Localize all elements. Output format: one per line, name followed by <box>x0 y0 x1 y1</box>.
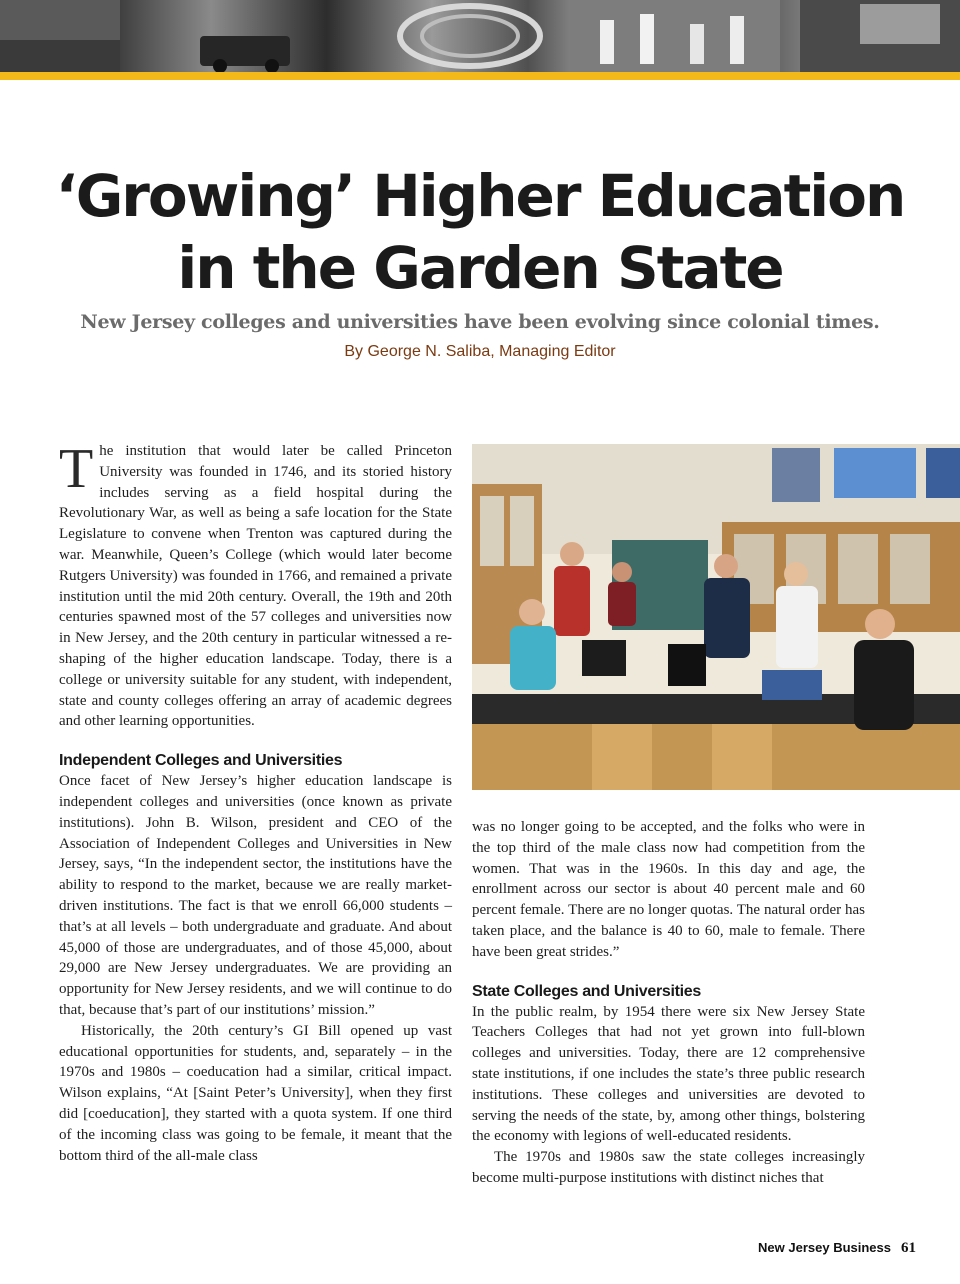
magazine-name: New Jersey Business <box>758 1240 891 1255</box>
article-byline: By George N. Saliba, Managing Editor <box>344 343 616 360</box>
article-title <box>40 160 920 304</box>
body-paragraph: Historically, the 20th century’s GI Bill opened up vast educational opportunities for students, and, separately – in the 1970s and 1980s – coeducation had a similar, critical impact. Wilson explains, “At [Saint Peter’s University], when they first did [coeducation], they started with a quota system. If one third of the incoming class was going to be female, it meant that the bottom third of the all-male class <box>59 1022 452 1164</box>
body-paragraph: The 1970s and 1980s saw the state colleges increasingly become multi-purpose institutions with distinct niches that <box>472 1149 865 1186</box>
classroom-photo-illustration <box>472 444 960 790</box>
section-heading-independent: Independent Colleges and Universities <box>59 752 343 770</box>
article-subtitle: New Jersey colleges and universities have been evolving since colonial times. <box>80 311 880 333</box>
title-line-2: in the Garden State <box>177 234 783 302</box>
body-paragraph: Once facet of New Jersey’s higher education landscape is independent colleges and universities (once known as private institutions). John B. Wilson, president and CEO of the Association of Independent Colleges and Universities in New Jersey, says, “In the independent sector, the institutions have the ability to respond to the market, because we are really market-driven institutions. The fact is that we enroll 66,000 students – that’s at all levels – both undergraduate and graduate. And about 45,000 of those are undergraduates, and of those 45,000, about 29,000 are New Jersey undergraduates. We are providing an opportunity for New Jersey residents, and we will continue to do that, because that’s part of our institutions’ mission.” <box>59 773 452 1018</box>
drop-cap: T <box>59 438 94 500</box>
page-footer <box>758 1240 916 1257</box>
left-column <box>59 438 452 1166</box>
body-paragraph: In the public realm, by 1954 there were six New Jersey State Teachers Colleges that had not yet grown into full-blown colleges and universities. Today, there are 12 comprehensive state institutions, if one includes the state’s three public research institutions. These colleges and universities are devoted to serving the needs of the state, by, among other things, bolstering the economy with legions of well-educated residents. <box>472 1003 865 1145</box>
gold-divider <box>0 72 960 80</box>
banner-collage <box>0 0 960 72</box>
title-line-1: ‘Growing’ Higher Education <box>55 162 905 230</box>
header-photo-banner <box>0 0 960 72</box>
intro-paragraph <box>59 438 452 732</box>
right-column <box>472 817 865 1189</box>
classroom-photo <box>472 444 960 790</box>
intro-text: he institution that would later be called Princeton University was founded in 1746, and its storied history includes serving as a field hospital during the Revolutionary War, as well as being a safe location for the State Legislature to convene when Trenton was captured during the war. Meanwhile, Queen’s College (which would later become Rutgers University) was founded in 1766, and remained a private institution until the mid 20th century. Overall, the 19th and 20th centuries spawned most of the 57 colleges and universities now in New Jersey, and the 20th century in particular witnessed a re-shaping of the higher education landscape. Today, there is a college or university suitable for any student, with independent, state and county colleges offering an array of academic degrees and other learning opportunities. <box>59 443 452 730</box>
section-heading-state: State Colleges and Universities <box>472 982 702 1000</box>
body-paragraph-continued: was no longer going to be accepted, and the folks who were in the top third of the male class now had competition from the women. That was in the 1960s. In this day and age, the enrollment across our sector is about 40 percent male and 60 percent female. There are no longer quotas. The natural order has taken place, and the balance is 40 to 60, male to female. There have been great strides.” <box>472 819 865 960</box>
page-number: 61 <box>901 1240 916 1256</box>
